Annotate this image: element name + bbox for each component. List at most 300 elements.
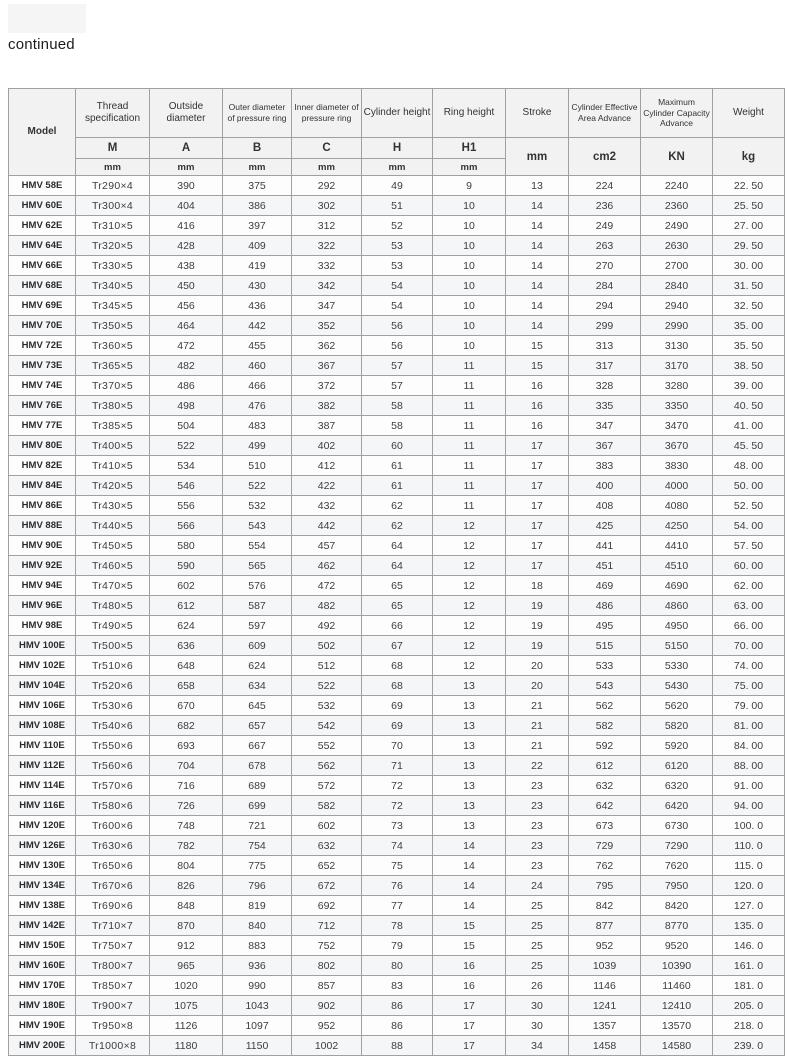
cell-cylinder-height-h: 69 xyxy=(362,716,433,736)
cell-weight: 135. 0 xyxy=(713,916,785,936)
cell-stroke: 14 xyxy=(506,236,569,256)
cell-weight: 205. 0 xyxy=(713,996,785,1016)
cell-pressure-ring-outer-b: 522 xyxy=(223,476,292,496)
cell-outside-diameter-a: 658 xyxy=(150,676,223,696)
cell-outside-diameter-a: 612 xyxy=(150,596,223,616)
cell-pressure-ring-inner-c: 952 xyxy=(292,1016,362,1036)
col-unit-kn: KN xyxy=(641,138,713,176)
cell-pressure-ring-inner-c: 562 xyxy=(292,756,362,776)
cell-pressure-ring-outer-b: 819 xyxy=(223,896,292,916)
col-symbol-c: C xyxy=(292,138,362,159)
cell-outside-diameter-a: 504 xyxy=(150,416,223,436)
cell-outside-diameter-a: 1020 xyxy=(150,976,223,996)
cell-cylinder-height-h: 49 xyxy=(362,176,433,196)
cell-ring-height-h1: 14 xyxy=(433,856,506,876)
cell-effective-area: 425 xyxy=(569,516,641,536)
cell-weight: 50. 00 xyxy=(713,476,785,496)
cell-outside-diameter-a: 456 xyxy=(150,296,223,316)
cell-cylinder-height-h: 51 xyxy=(362,196,433,216)
cell-ring-height-h1: 12 xyxy=(433,656,506,676)
cell-outside-diameter-a: 648 xyxy=(150,656,223,676)
cell-stroke: 14 xyxy=(506,296,569,316)
cell-thread-spec: Tr320×5 xyxy=(76,236,150,256)
cell-pressure-ring-inner-c: 382 xyxy=(292,396,362,416)
cell-ring-height-h1: 13 xyxy=(433,756,506,776)
cell-effective-area: 642 xyxy=(569,796,641,816)
cell-model: HMV 69E xyxy=(9,296,76,316)
table-row xyxy=(9,776,785,796)
cell-ring-height-h1: 13 xyxy=(433,796,506,816)
cell-ring-height-h1: 9 xyxy=(433,176,506,196)
cell-outside-diameter-a: 472 xyxy=(150,336,223,356)
cell-stroke: 23 xyxy=(506,796,569,816)
table-row xyxy=(9,416,785,436)
cell-cylinder-height-h: 69 xyxy=(362,696,433,716)
cell-model: HMV 110E xyxy=(9,736,76,756)
table-row xyxy=(9,276,785,296)
cell-effective-area: 842 xyxy=(569,896,641,916)
cell-model: HMV 150E xyxy=(9,936,76,956)
cell-max-capacity: 13570 xyxy=(641,1016,713,1036)
cell-stroke: 17 xyxy=(506,556,569,576)
cell-cylinder-height-h: 79 xyxy=(362,936,433,956)
cell-stroke: 17 xyxy=(506,536,569,556)
cell-cylinder-height-h: 68 xyxy=(362,656,433,676)
cell-weight: 27. 00 xyxy=(713,216,785,236)
cell-pressure-ring-inner-c: 367 xyxy=(292,356,362,376)
cell-outside-diameter-a: 704 xyxy=(150,756,223,776)
cell-weight: 146. 0 xyxy=(713,936,785,956)
cell-pressure-ring-outer-b: 375 xyxy=(223,176,292,196)
cell-stroke: 24 xyxy=(506,876,569,896)
cell-ring-height-h1: 13 xyxy=(433,676,506,696)
cell-pressure-ring-inner-c: 292 xyxy=(292,176,362,196)
cell-ring-height-h1: 11 xyxy=(433,456,506,476)
cell-pressure-ring-outer-b: 554 xyxy=(223,536,292,556)
cell-weight: 110. 0 xyxy=(713,836,785,856)
cell-ring-height-h1: 12 xyxy=(433,556,506,576)
cell-outside-diameter-a: 556 xyxy=(150,496,223,516)
cell-pressure-ring-inner-c: 442 xyxy=(292,516,362,536)
cell-pressure-ring-inner-c: 402 xyxy=(292,436,362,456)
cell-model: HMV 108E xyxy=(9,716,76,736)
cell-pressure-ring-outer-b: 386 xyxy=(223,196,292,216)
cell-model: HMV 62E xyxy=(9,216,76,236)
table-row xyxy=(9,536,785,556)
cell-pressure-ring-inner-c: 652 xyxy=(292,856,362,876)
cell-pressure-ring-outer-b: 1043 xyxy=(223,996,292,1016)
cell-pressure-ring-outer-b: 667 xyxy=(223,736,292,756)
cell-stroke: 17 xyxy=(506,476,569,496)
cell-thread-spec: Tr440×5 xyxy=(76,516,150,536)
cell-effective-area: 533 xyxy=(569,656,641,676)
cell-stroke: 19 xyxy=(506,636,569,656)
cell-model: HMV 112E xyxy=(9,756,76,776)
table-row xyxy=(9,216,785,236)
cell-model: HMV 66E xyxy=(9,256,76,276)
cell-thread-spec: Tr510×6 xyxy=(76,656,150,676)
cell-pressure-ring-inner-c: 342 xyxy=(292,276,362,296)
cell-ring-height-h1: 10 xyxy=(433,216,506,236)
cell-effective-area: 367 xyxy=(569,436,641,456)
table-row xyxy=(9,316,785,336)
cell-cylinder-height-h: 67 xyxy=(362,636,433,656)
col-unit-stroke-mm: mm xyxy=(506,138,569,176)
cell-outside-diameter-a: 590 xyxy=(150,556,223,576)
cell-pressure-ring-outer-b: 645 xyxy=(223,696,292,716)
cell-model: HMV 70E xyxy=(9,316,76,336)
cell-max-capacity: 2840 xyxy=(641,276,713,296)
cell-stroke: 17 xyxy=(506,516,569,536)
cell-effective-area: 294 xyxy=(569,296,641,316)
cell-effective-area: 562 xyxy=(569,696,641,716)
cell-ring-height-h1: 11 xyxy=(433,476,506,496)
cell-ring-height-h1: 10 xyxy=(433,316,506,336)
cell-model: HMV 68E xyxy=(9,276,76,296)
table-row xyxy=(9,656,785,676)
col-header-outer-diameter-pressure-ring: Outer diameter of pressure ring xyxy=(223,89,292,138)
table-row xyxy=(9,256,785,276)
cell-thread-spec: Tr310×5 xyxy=(76,216,150,236)
cell-ring-height-h1: 10 xyxy=(433,336,506,356)
cell-max-capacity: 2490 xyxy=(641,216,713,236)
cell-pressure-ring-outer-b: 754 xyxy=(223,836,292,856)
cell-thread-spec: Tr670×6 xyxy=(76,876,150,896)
cell-outside-diameter-a: 498 xyxy=(150,396,223,416)
cell-effective-area: 335 xyxy=(569,396,641,416)
cell-max-capacity: 3830 xyxy=(641,456,713,476)
cell-thread-spec: Tr370×5 xyxy=(76,376,150,396)
cell-stroke: 14 xyxy=(506,316,569,336)
cell-effective-area: 582 xyxy=(569,716,641,736)
col-unit-h-mm: mm xyxy=(362,159,433,176)
cell-effective-area: 543 xyxy=(569,676,641,696)
cell-weight: 62. 00 xyxy=(713,576,785,596)
table-row xyxy=(9,336,785,356)
cell-model: HMV 88E xyxy=(9,516,76,536)
cell-ring-height-h1: 10 xyxy=(433,296,506,316)
cell-model: HMV 180E xyxy=(9,996,76,1016)
cell-effective-area: 1458 xyxy=(569,1036,641,1056)
cell-max-capacity: 8770 xyxy=(641,916,713,936)
col-header-max-capacity: Maximum Cylinder Capacity Advance xyxy=(641,89,713,138)
col-unit-a-mm: mm xyxy=(150,159,223,176)
cell-effective-area: 400 xyxy=(569,476,641,496)
cell-effective-area: 383 xyxy=(569,456,641,476)
cell-weight: 181. 0 xyxy=(713,976,785,996)
cell-cylinder-height-h: 64 xyxy=(362,556,433,576)
cell-outside-diameter-a: 624 xyxy=(150,616,223,636)
cell-weight: 57. 50 xyxy=(713,536,785,556)
cell-cylinder-height-h: 76 xyxy=(362,876,433,896)
col-symbol-a: A xyxy=(150,138,223,159)
cell-pressure-ring-outer-b: 455 xyxy=(223,336,292,356)
table-row xyxy=(9,636,785,656)
cell-weight: 40. 50 xyxy=(713,396,785,416)
cell-max-capacity: 2990 xyxy=(641,316,713,336)
cell-pressure-ring-inner-c: 302 xyxy=(292,196,362,216)
cell-thread-spec: Tr480×5 xyxy=(76,596,150,616)
table-row xyxy=(9,1016,785,1036)
cell-weight: 22. 50 xyxy=(713,176,785,196)
cell-max-capacity: 4410 xyxy=(641,536,713,556)
cell-pressure-ring-inner-c: 472 xyxy=(292,576,362,596)
cell-max-capacity: 7620 xyxy=(641,856,713,876)
cell-weight: 81. 00 xyxy=(713,716,785,736)
cell-thread-spec: Tr900×7 xyxy=(76,996,150,1016)
cell-stroke: 25 xyxy=(506,916,569,936)
cell-thread-spec: Tr450×5 xyxy=(76,536,150,556)
cell-thread-spec: Tr950×8 xyxy=(76,1016,150,1036)
cell-effective-area: 729 xyxy=(569,836,641,856)
cell-max-capacity: 5620 xyxy=(641,696,713,716)
cell-max-capacity: 6320 xyxy=(641,776,713,796)
cell-pressure-ring-outer-b: 597 xyxy=(223,616,292,636)
cell-effective-area: 1241 xyxy=(569,996,641,1016)
cell-pressure-ring-inner-c: 387 xyxy=(292,416,362,436)
table-row xyxy=(9,796,785,816)
table-row xyxy=(9,356,785,376)
cell-cylinder-height-h: 71 xyxy=(362,756,433,776)
table-row xyxy=(9,596,785,616)
cell-model: HMV 94E xyxy=(9,576,76,596)
cell-stroke: 16 xyxy=(506,376,569,396)
continued-label: continued xyxy=(8,36,75,53)
cell-pressure-ring-outer-b: 442 xyxy=(223,316,292,336)
cell-pressure-ring-outer-b: 657 xyxy=(223,716,292,736)
cell-ring-height-h1: 14 xyxy=(433,896,506,916)
cell-ring-height-h1: 11 xyxy=(433,396,506,416)
cell-max-capacity: 3350 xyxy=(641,396,713,416)
cell-cylinder-height-h: 53 xyxy=(362,236,433,256)
cell-weight: 38. 50 xyxy=(713,356,785,376)
cell-cylinder-height-h: 54 xyxy=(362,276,433,296)
cell-pressure-ring-outer-b: 419 xyxy=(223,256,292,276)
cell-thread-spec: Tr410×5 xyxy=(76,456,150,476)
table-row xyxy=(9,876,785,896)
cell-effective-area: 612 xyxy=(569,756,641,776)
cell-pressure-ring-inner-c: 512 xyxy=(292,656,362,676)
cell-outside-diameter-a: 580 xyxy=(150,536,223,556)
cell-thread-spec: Tr365×5 xyxy=(76,356,150,376)
cell-max-capacity: 2940 xyxy=(641,296,713,316)
cell-model: HMV 86E xyxy=(9,496,76,516)
cell-cylinder-height-h: 62 xyxy=(362,496,433,516)
cell-stroke: 17 xyxy=(506,496,569,516)
cell-effective-area: 299 xyxy=(569,316,641,336)
cell-pressure-ring-outer-b: 543 xyxy=(223,516,292,536)
cell-effective-area: 495 xyxy=(569,616,641,636)
cell-cylinder-height-h: 58 xyxy=(362,416,433,436)
cell-max-capacity: 4860 xyxy=(641,596,713,616)
cell-max-capacity: 12410 xyxy=(641,996,713,1016)
col-header-stroke: Stroke xyxy=(506,89,569,138)
cell-model: HMV 92E xyxy=(9,556,76,576)
table-row xyxy=(9,616,785,636)
cell-pressure-ring-outer-b: 883 xyxy=(223,936,292,956)
cell-effective-area: 313 xyxy=(569,336,641,356)
cell-weight: 30. 00 xyxy=(713,256,785,276)
cell-model: HMV 160E xyxy=(9,956,76,976)
cell-cylinder-height-h: 83 xyxy=(362,976,433,996)
cell-outside-diameter-a: 693 xyxy=(150,736,223,756)
cell-cylinder-height-h: 77 xyxy=(362,896,433,916)
cell-cylinder-height-h: 56 xyxy=(362,316,433,336)
cell-thread-spec: Tr1000×8 xyxy=(76,1036,150,1056)
table-row xyxy=(9,896,785,916)
cell-pressure-ring-inner-c: 457 xyxy=(292,536,362,556)
cell-effective-area: 1039 xyxy=(569,956,641,976)
cell-pressure-ring-inner-c: 322 xyxy=(292,236,362,256)
cell-pressure-ring-inner-c: 432 xyxy=(292,496,362,516)
cell-weight: 32. 50 xyxy=(713,296,785,316)
cell-stroke: 23 xyxy=(506,836,569,856)
cell-ring-height-h1: 13 xyxy=(433,716,506,736)
cell-weight: 239. 0 xyxy=(713,1036,785,1056)
cell-thread-spec: Tr290×4 xyxy=(76,176,150,196)
cell-pressure-ring-inner-c: 482 xyxy=(292,596,362,616)
cell-weight: 39. 00 xyxy=(713,376,785,396)
cell-thread-spec: Tr470×5 xyxy=(76,576,150,596)
col-header-weight: Weight xyxy=(713,89,785,138)
cell-ring-height-h1: 16 xyxy=(433,976,506,996)
table-row xyxy=(9,736,785,756)
cell-outside-diameter-a: 602 xyxy=(150,576,223,596)
cell-max-capacity: 4250 xyxy=(641,516,713,536)
cell-weight: 218. 0 xyxy=(713,1016,785,1036)
cell-cylinder-height-h: 86 xyxy=(362,1016,433,1036)
table-row xyxy=(9,236,785,256)
cell-ring-height-h1: 12 xyxy=(433,576,506,596)
cell-model: HMV 58E xyxy=(9,176,76,196)
table-row xyxy=(9,556,785,576)
cell-outside-diameter-a: 428 xyxy=(150,236,223,256)
table-row xyxy=(9,936,785,956)
cell-outside-diameter-a: 450 xyxy=(150,276,223,296)
cell-thread-spec: Tr540×6 xyxy=(76,716,150,736)
cell-max-capacity: 3470 xyxy=(641,416,713,436)
cell-pressure-ring-outer-b: 466 xyxy=(223,376,292,396)
cell-cylinder-height-h: 73 xyxy=(362,816,433,836)
cell-pressure-ring-inner-c: 347 xyxy=(292,296,362,316)
cell-outside-diameter-a: 726 xyxy=(150,796,223,816)
cell-outside-diameter-a: 965 xyxy=(150,956,223,976)
cell-max-capacity: 8420 xyxy=(641,896,713,916)
cell-cylinder-height-h: 52 xyxy=(362,216,433,236)
cell-thread-spec: Tr650×6 xyxy=(76,856,150,876)
cell-pressure-ring-outer-b: 624 xyxy=(223,656,292,676)
col-unit-m-mm: mm xyxy=(76,159,150,176)
cell-pressure-ring-inner-c: 1002 xyxy=(292,1036,362,1056)
cell-ring-height-h1: 11 xyxy=(433,356,506,376)
cell-ring-height-h1: 14 xyxy=(433,876,506,896)
cell-model: HMV 98E xyxy=(9,616,76,636)
cell-max-capacity: 4000 xyxy=(641,476,713,496)
cell-weight: 35. 50 xyxy=(713,336,785,356)
cell-pressure-ring-inner-c: 572 xyxy=(292,776,362,796)
cell-weight: 84. 00 xyxy=(713,736,785,756)
cell-thread-spec: Tr550×6 xyxy=(76,736,150,756)
cell-max-capacity: 5150 xyxy=(641,636,713,656)
cell-thread-spec: Tr420×5 xyxy=(76,476,150,496)
table-row xyxy=(9,576,785,596)
cell-model: HMV 190E xyxy=(9,1016,76,1036)
cell-pressure-ring-outer-b: 689 xyxy=(223,776,292,796)
cell-model: HMV 142E xyxy=(9,916,76,936)
cell-cylinder-height-h: 57 xyxy=(362,356,433,376)
cell-pressure-ring-outer-b: 990 xyxy=(223,976,292,996)
cell-model: HMV 96E xyxy=(9,596,76,616)
cell-max-capacity: 2360 xyxy=(641,196,713,216)
cell-pressure-ring-outer-b: 721 xyxy=(223,816,292,836)
cell-outside-diameter-a: 870 xyxy=(150,916,223,936)
cell-thread-spec: Tr800×7 xyxy=(76,956,150,976)
cell-max-capacity: 4690 xyxy=(641,576,713,596)
col-unit-cm2: cm2 xyxy=(569,138,641,176)
cell-cylinder-height-h: 72 xyxy=(362,776,433,796)
cell-ring-height-h1: 11 xyxy=(433,496,506,516)
cell-pressure-ring-inner-c: 672 xyxy=(292,876,362,896)
cell-ring-height-h1: 14 xyxy=(433,836,506,856)
cell-weight: 161. 0 xyxy=(713,956,785,976)
cell-effective-area: 486 xyxy=(569,596,641,616)
cell-ring-height-h1: 10 xyxy=(433,196,506,216)
cell-max-capacity: 4950 xyxy=(641,616,713,636)
cell-stroke: 16 xyxy=(506,416,569,436)
cell-pressure-ring-outer-b: 936 xyxy=(223,956,292,976)
cell-weight: 70. 00 xyxy=(713,636,785,656)
col-symbol-m: M xyxy=(76,138,150,159)
cell-cylinder-height-h: 65 xyxy=(362,576,433,596)
cell-weight: 100. 0 xyxy=(713,816,785,836)
cell-stroke: 14 xyxy=(506,256,569,276)
table-row xyxy=(9,836,785,856)
cell-stroke: 21 xyxy=(506,696,569,716)
cell-cylinder-height-h: 61 xyxy=(362,476,433,496)
cell-thread-spec: Tr360×5 xyxy=(76,336,150,356)
cell-thread-spec: Tr300×4 xyxy=(76,196,150,216)
cell-outside-diameter-a: 826 xyxy=(150,876,223,896)
cell-effective-area: 877 xyxy=(569,916,641,936)
cell-model: HMV 80E xyxy=(9,436,76,456)
cell-cylinder-height-h: 66 xyxy=(362,616,433,636)
cell-pressure-ring-outer-b: 1150 xyxy=(223,1036,292,1056)
cell-max-capacity: 11460 xyxy=(641,976,713,996)
cell-ring-height-h1: 10 xyxy=(433,256,506,276)
cell-outside-diameter-a: 404 xyxy=(150,196,223,216)
cell-ring-height-h1: 11 xyxy=(433,416,506,436)
cell-thread-spec: Tr580×6 xyxy=(76,796,150,816)
cell-outside-diameter-a: 716 xyxy=(150,776,223,796)
col-header-outside-diameter: Outside diameter xyxy=(150,89,223,138)
cell-max-capacity: 7950 xyxy=(641,876,713,896)
table-header xyxy=(9,89,785,176)
table-row xyxy=(9,516,785,536)
cell-outside-diameter-a: 566 xyxy=(150,516,223,536)
cell-weight: 31. 50 xyxy=(713,276,785,296)
cell-model: HMV 170E xyxy=(9,976,76,996)
cell-pressure-ring-inner-c: 362 xyxy=(292,336,362,356)
cell-max-capacity: 3670 xyxy=(641,436,713,456)
cell-outside-diameter-a: 1126 xyxy=(150,1016,223,1036)
table-body xyxy=(9,176,785,1056)
cell-pressure-ring-inner-c: 752 xyxy=(292,936,362,956)
cell-max-capacity: 14580 xyxy=(641,1036,713,1056)
cell-max-capacity: 5430 xyxy=(641,676,713,696)
cell-effective-area: 236 xyxy=(569,196,641,216)
cell-max-capacity: 6730 xyxy=(641,816,713,836)
cell-pressure-ring-inner-c: 692 xyxy=(292,896,362,916)
